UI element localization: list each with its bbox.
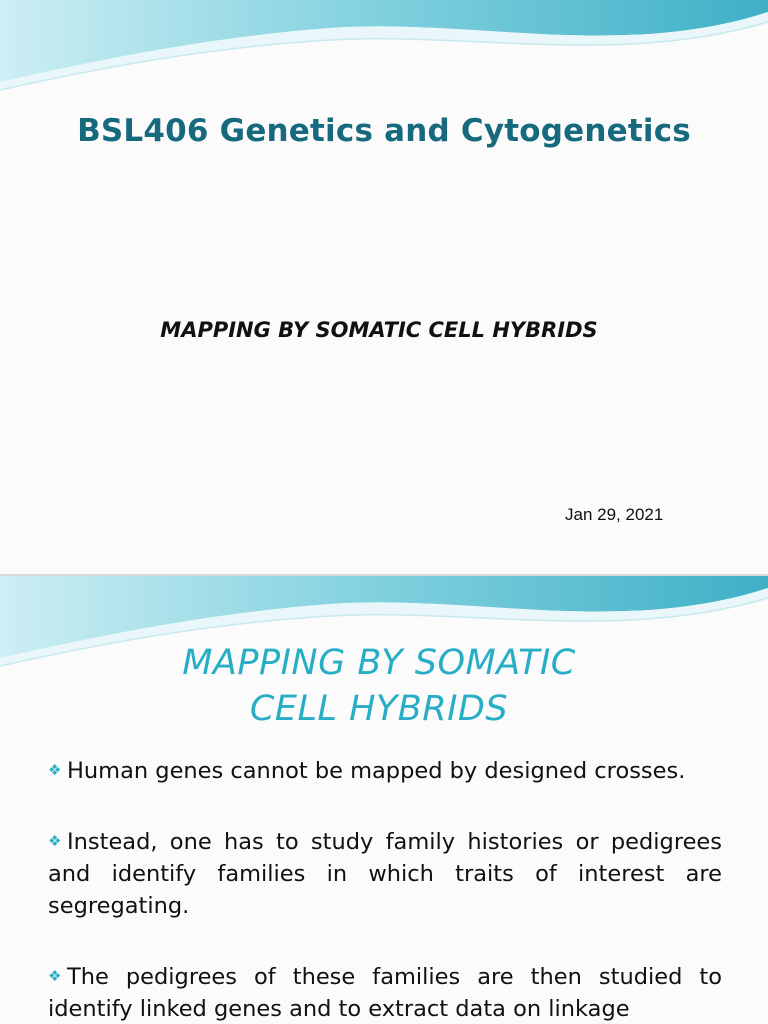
diamond-bullet-icon: ❖ [48, 967, 62, 985]
content-slide-title-line2: CELL HYBRIDS [249, 689, 509, 729]
bullet-text: The pedigrees of these families are then studied to identify linked genes and to extract data on linkage [48, 964, 722, 1022]
slide-date: Jan 29, 2021 [565, 505, 664, 524]
bullet-item [48, 825, 722, 922]
bullet-item [48, 960, 722, 1024]
slide-title: BSL406 Genetics and Cytogenetics [77, 113, 691, 149]
diamond-bullet-icon: ❖ [48, 832, 62, 850]
slide-subtitle: MAPPING BY SOMATIC CELL HYBRIDS [160, 318, 598, 342]
header-wave-decoration [0, 0, 768, 92]
content-slide-title [0, 640, 768, 732]
bullet-text: Human genes cannot be mapped by designed crosses. [67, 758, 686, 784]
bullet-item [48, 754, 722, 787]
content-slide-title-line1: MAPPING BY SOMATIC [182, 643, 576, 683]
bullet-text: Instead, one has to study family histories or pedigrees and identify families in which traits of interest are segregating. [48, 829, 722, 919]
diamond-bullet-icon: ❖ [48, 761, 62, 779]
bullet-list [48, 754, 722, 1024]
